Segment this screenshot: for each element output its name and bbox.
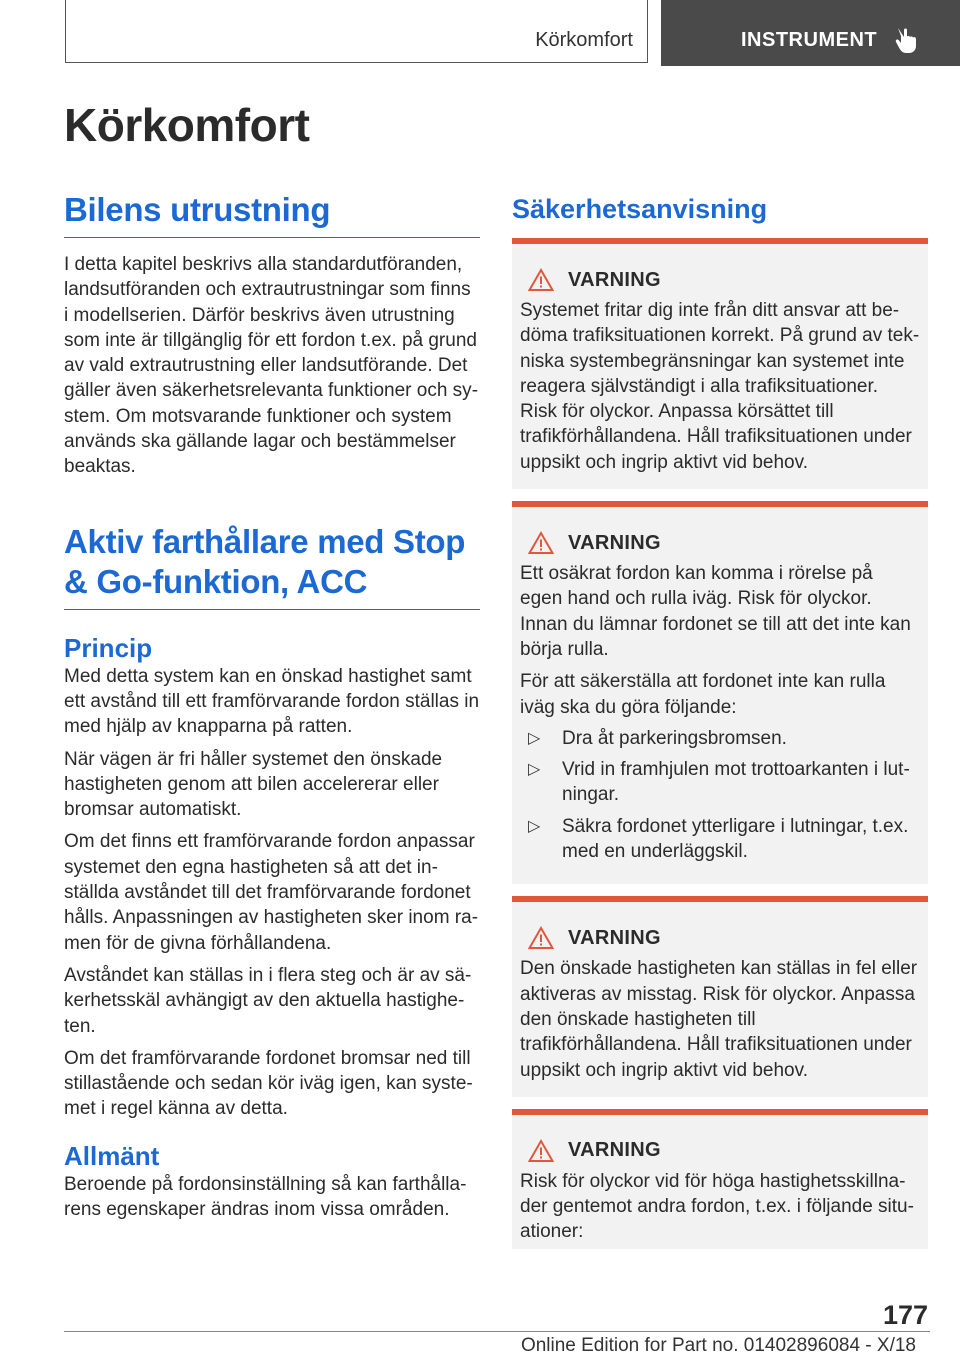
warning-text-1: Systemet fritar dig inte från ditt ansvar att bedöma trafiksituationen korrekt. På grund av tekniska systembegränsningar kan systemet inte reagera självständigt i alla trafiksituationer. Risk för olyckor. Anpassa körsättet till trafikförhållandena. Håll trafiksituationen under uppsikt och ingrip aktivt vid behov. <box>520 300 920 473</box>
header-chapter-tab[interactable] <box>661 0 960 66</box>
subsection-title-allmant: Allmänt <box>64 1140 160 1171</box>
princip-paragraph-3: Om det finns ett framförvarande fordon anpassar systemet den egna hastigheten så att det inställda avståndet till det framförvarande fordonet hålls. Anpassningen av hastigheten sker inom ramen för de givna förhållandena. <box>64 831 479 954</box>
allmant-paragraph: Beroende på fordonsinställning så kan farthållarens egenskaper ändras inom vissa områden. <box>64 1173 467 1221</box>
triangle-bullet-icon: ▷ <box>528 761 541 779</box>
warning-box-4 <box>512 1109 928 1249</box>
warning-box-3 <box>512 896 928 1096</box>
triangle-bullet-icon: ▷ <box>528 817 541 835</box>
princip-paragraph-4: Avståndet kan ställas in i flera steg och är av säkerhetsskäl avhängigt av den aktuella hastigheten. <box>64 964 472 1037</box>
warning-triangle-icon <box>528 1139 554 1163</box>
section-title-acc: Aktiv farthållare med Stop & Go-funktion, ACC <box>64 522 480 610</box>
left-column <box>64 190 480 1222</box>
warning-triangle-icon <box>528 531 554 555</box>
warning-box-2 <box>512 501 928 884</box>
right-column <box>512 190 928 1249</box>
warning-triangle-icon <box>528 926 554 950</box>
warning-text-3: Den önskade hastigheten kan ställas in fel eller aktiveras av misstag. Risk för olyckor. Anpassa den önskade hastigheten till trafikförhållandena. Håll trafiksituationen under uppsikt och ingrip aktivt vid behov. <box>520 958 918 1081</box>
header-section-box <box>65 0 648 63</box>
footer-divider <box>64 1331 930 1332</box>
warning-box-1 <box>512 238 928 489</box>
princip-paragraph-1: Med detta system kan en önskad hastighet samt ett avstånd till ett framförvarande fordon ställas in med hjälp av knapparna på ratten. <box>64 665 480 738</box>
warning-label: VARNING <box>568 1139 661 1162</box>
warning-text-2a: Ett osäkrat fordon kan komma i rörelse på egen hand och rulla iväg. Risk för olyckor. Innan du lämnar fordonet se till att det inte kan börja rulla. <box>520 563 911 660</box>
hand-pointer-icon <box>894 26 920 54</box>
subsection-title-princip: Princip <box>64 632 153 663</box>
warning-label: VARNING <box>568 926 661 949</box>
warning-label: VARNING <box>568 268 661 291</box>
princip-paragraph-2: När vägen är fri håller systemet den önskade hastigheten genom att bilen accelererar eller bromsar automatiskt. <box>64 748 443 821</box>
list-item: ▷ Säkra fordonet ytterligare i lutningar, t.ex. med en underläggskil. <box>520 814 920 865</box>
warning-bullet-list <box>520 726 920 864</box>
section-title-safety: Säkerhetsanvisning <box>512 194 768 224</box>
warning-text-4: Risk för olyckor vid för höga hastighetsskillnader gentemot andra fordon, t.ex. i följande situationer: <box>520 1170 914 1243</box>
footer-edition: Online Edition for Part no. 01402896084 - X/18 <box>520 1335 916 1356</box>
warning-text-2b: För att säkerställa att fordonet inte kan rulla iväg ska du göra följande: <box>520 671 886 718</box>
list-item: ▷ Vrid in framhjulen mot trottoarkanten i lutningar. <box>520 757 920 808</box>
page-number: 177 <box>882 1300 928 1330</box>
warning-triangle-icon <box>528 268 554 292</box>
triangle-bullet-icon: ▷ <box>528 729 541 747</box>
list-item: ▷ Dra åt parkeringsbromsen. <box>520 726 920 751</box>
princip-paragraph-5: Om det framförvarande fordonet bromsar ned till stillastående och sedan kör iväg igen, kan systemet i regel känna av detta. <box>64 1047 473 1120</box>
equipment-paragraph: I detta kapitel beskrivs alla standardutföranden, landsutföranden och extrautrustningar som finns i modellserien. Därför beskrivs även utrustning som inte är tillgänglig för ett fordon t.ex. på grund av vald extrautrustning eller landsutförande. Det gäller även säkerhetsrelevanta funktioner och system. Om motsvarande funktioner och system används ska gällande lagar och bestämmelser beaktas. <box>64 254 479 478</box>
warning-label: VARNING <box>568 531 661 554</box>
page-title: Körkomfort <box>64 99 310 151</box>
section-title-equipment: Bilens utrustning <box>64 190 480 238</box>
header-section-title: Körkomfort <box>535 29 633 51</box>
header-chapter-title: INSTRUMENT <box>741 29 878 51</box>
